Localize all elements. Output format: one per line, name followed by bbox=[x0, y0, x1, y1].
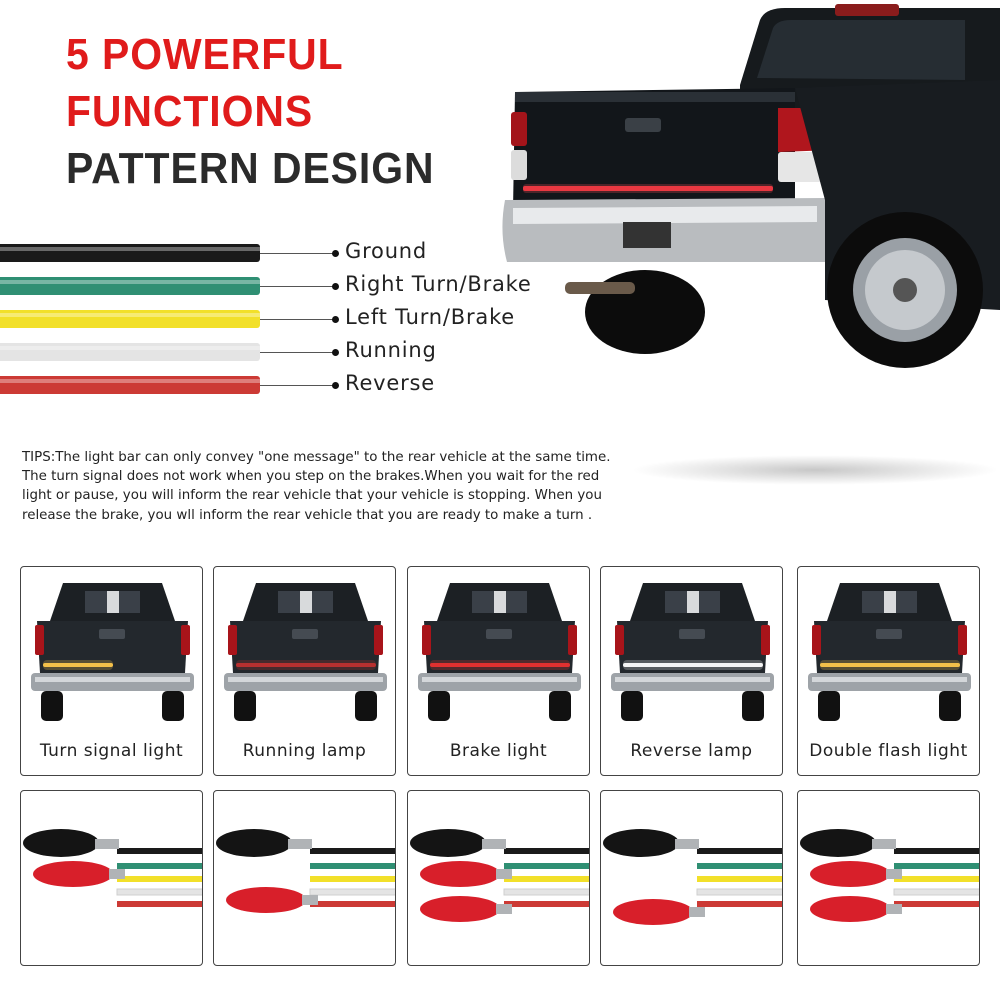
red-clip bbox=[810, 896, 902, 922]
wiring-diagram bbox=[408, 791, 590, 966]
mode-label: Reverse lamp bbox=[630, 741, 753, 761]
truck-rear-image bbox=[412, 573, 587, 731]
red-clip bbox=[420, 861, 512, 887]
wiring-card bbox=[797, 790, 980, 966]
wiring-diagram bbox=[21, 791, 203, 966]
truck-rear-image bbox=[218, 573, 393, 731]
red-clip bbox=[613, 899, 705, 925]
leader-line bbox=[260, 319, 334, 320]
mode-card bbox=[797, 566, 980, 776]
red-clip bbox=[226, 887, 318, 913]
wire-swatch-ground bbox=[0, 244, 260, 262]
wire-swatch-right-turn-brake bbox=[0, 277, 260, 295]
wire-swatch-left-turn-brake bbox=[0, 310, 260, 328]
headline-line-2: FUNCTIONS bbox=[66, 87, 314, 136]
leader-dot bbox=[332, 283, 339, 290]
mode-label: Turn signal light bbox=[39, 741, 184, 761]
wiring-card bbox=[20, 790, 203, 966]
black-clip bbox=[23, 829, 119, 857]
truck-rear-image bbox=[802, 573, 977, 731]
leader-dot bbox=[332, 250, 339, 257]
black-clip bbox=[603, 829, 699, 857]
wire-swatch-running bbox=[0, 343, 260, 361]
mode-card bbox=[407, 566, 590, 776]
wiring-card bbox=[213, 790, 396, 966]
wire-label-reverse: Reverse bbox=[345, 371, 436, 395]
headline-line-3: PATTERN DESIGN bbox=[66, 144, 435, 193]
mode-card bbox=[213, 566, 396, 776]
black-clip bbox=[216, 829, 312, 857]
wire-label-running: Running bbox=[345, 338, 437, 362]
leader-dot bbox=[332, 316, 339, 323]
wire-label-left-turn-brake: Left Turn/Brake bbox=[345, 305, 516, 329]
mode-card bbox=[20, 566, 203, 776]
truck-rear-image bbox=[605, 573, 780, 731]
truck-rear-image bbox=[25, 573, 200, 731]
leader-line bbox=[260, 385, 334, 386]
wiring-card bbox=[407, 790, 590, 966]
hero-shadow bbox=[630, 455, 1000, 485]
tips-text: TIPS:The light bar can only convey "one message" to the rear vehicle at the same time. The turn signal does not work when you step on the brakes.When you wait for the red light or pause, you will inform the rear vehicle that your vehicle is stopping. When you release the brake, you wll inform the rear vehicle that you are ready to make a turn . bbox=[22, 450, 611, 523]
headline-line-1: 5 POWERFUL bbox=[66, 30, 344, 79]
wiring-diagram bbox=[798, 791, 980, 966]
leader-line bbox=[260, 286, 334, 287]
wire-label-ground: Ground bbox=[345, 239, 428, 263]
leader-line bbox=[260, 253, 334, 254]
hero-truck-image bbox=[495, 0, 1000, 375]
leader-line bbox=[260, 352, 334, 353]
wire-label-right-turn-brake: Right Turn/Brake bbox=[345, 272, 532, 296]
headline bbox=[66, 26, 434, 197]
red-clip bbox=[420, 896, 512, 922]
red-clip bbox=[810, 861, 902, 887]
wiring-card bbox=[600, 790, 783, 966]
wiring-diagram bbox=[214, 791, 396, 966]
black-clip bbox=[800, 829, 896, 857]
leader-dot bbox=[332, 382, 339, 389]
red-clip bbox=[33, 861, 125, 887]
leader-dot bbox=[332, 349, 339, 356]
wire-swatch-reverse bbox=[0, 376, 260, 394]
mode-card bbox=[600, 566, 783, 776]
wiring-diagram bbox=[601, 791, 783, 966]
black-clip bbox=[410, 829, 506, 857]
mode-label: Running lamp bbox=[242, 741, 367, 761]
mode-label: Double flash light bbox=[809, 741, 968, 761]
mode-label: Brake light bbox=[449, 741, 548, 761]
